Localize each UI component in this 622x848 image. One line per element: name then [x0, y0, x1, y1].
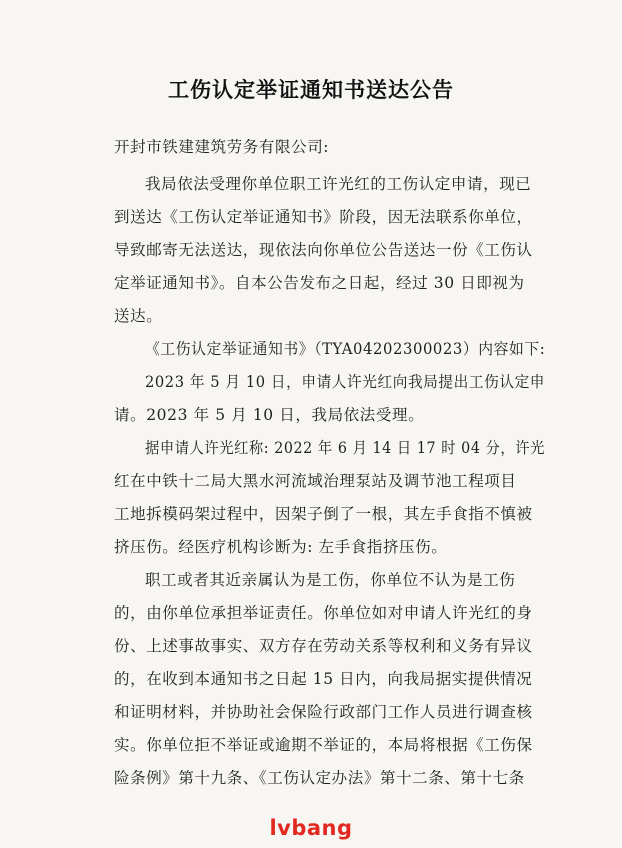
body-line: 到送达《工伤认定举证通知书》阶段，因无法联系你单位，	[114, 208, 533, 226]
body-line: 职工或者其近亲属认为是工伤，你单位不认为是工伤	[145, 571, 516, 589]
watermark-logo: lvbang	[269, 816, 353, 840]
body-line: 挤压伤。经医疗机构诊断为: 左手食指挤压伤。	[114, 538, 448, 556]
body-line: 红在中铁十二局大黑水河流域治理泵站及调节池工程项目	[114, 472, 517, 490]
body-line: 我局依法受理你单位职工许光红的工伤认定申请，现已	[145, 175, 532, 193]
addressee: 开封市铁建建筑劳务有限公司:	[114, 138, 330, 156]
document-title: 工伤认定举证通知书送达公告	[168, 77, 454, 102]
body-line: 实。你单位拒不举证或逾期不举证的，本局将根据《工伤保	[114, 736, 533, 754]
body-line: 份、上述事故事实、双方存在劳动关系等权利和义务有异议	[114, 637, 533, 655]
body-line: 险条例》第十九条、《工伤认定办法》第十二条、第十七条	[114, 769, 525, 787]
body-line: 《工伤认定举证通知书》（TYA04202300023）内容如下:	[145, 340, 546, 358]
body-line: 2023 年 5 月 10 日，申请人许光红向我局提出工伤认定申	[145, 373, 546, 391]
body-line: 定举证通知书》。自本公告发布之日起，经过 30 日即视为	[114, 274, 525, 292]
body-line: 工地拆模码架过程中，因架子倒了一根，其左手食指不慎被	[114, 505, 533, 523]
body-line: 的，由你单位承担举证责任。你单位如对申请人许光红的身	[114, 604, 533, 622]
body-line: 送达。	[114, 307, 163, 325]
body-line: 的，在收到本通知书之日起 15 日内，向我局据实提供情况	[114, 670, 533, 688]
body-line: 据申请人许光红称: 2022 年 6 月 14 日 17 时 04 分，许光	[145, 439, 545, 457]
body-line: 导致邮寄无法送达，现依法向你单位公告送达一份《工伤认	[114, 241, 533, 259]
body-line: 请。2023 年 5 月 10 日，我局依法受理。	[114, 406, 425, 424]
body-line: 和证明材料，并协助社会保险行政部门工作人员进行调查核	[114, 703, 533, 721]
